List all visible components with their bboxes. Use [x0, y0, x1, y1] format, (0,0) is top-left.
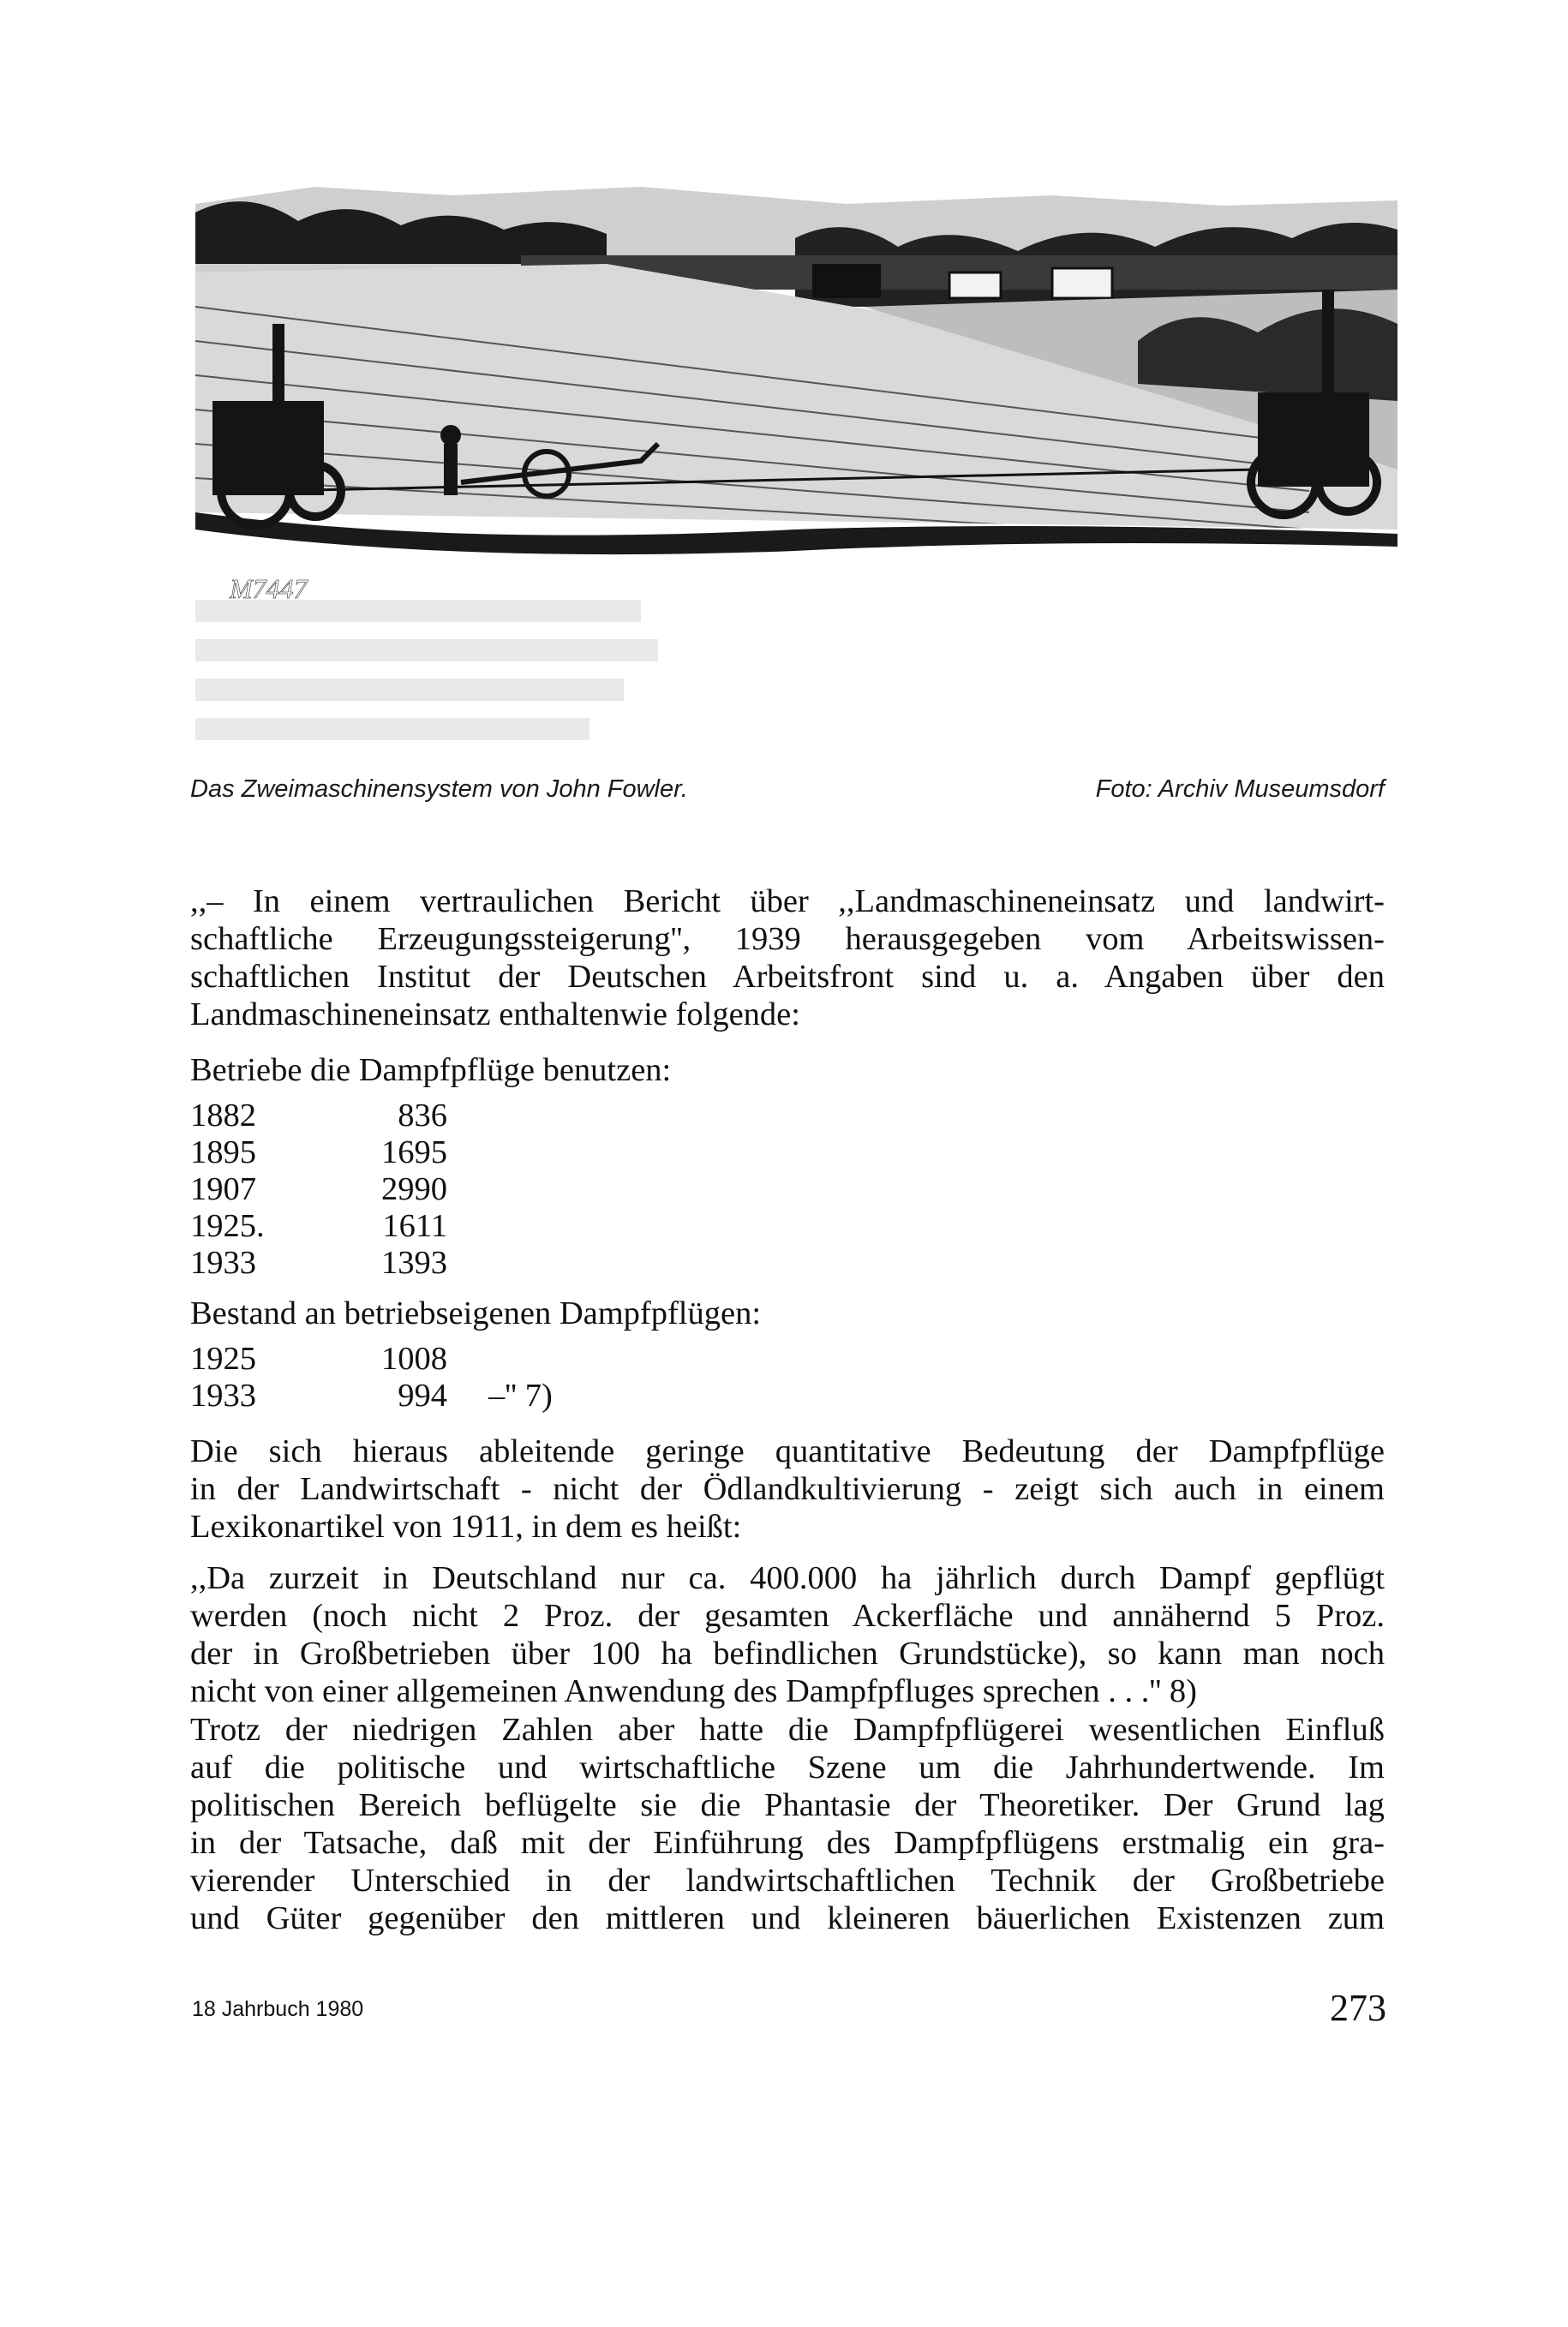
- text-line: auf die politische und wirtschaftliche Szene um die Jahrhundertwende. Im: [190, 1750, 1385, 1786]
- text-line: der in Großbetrieben über 100 ha befindlichen Grundstücke), so kann man noch: [190, 1636, 1385, 1672]
- year-cell: 1925: [190, 1341, 256, 1377]
- text-line: vierender Unterschied in der landwirtschaftlichen Technik der Großbetriebe: [190, 1863, 1385, 1899]
- intro-paragraph: [190, 882, 1385, 1033]
- value-cell: 994: [398, 1378, 447, 1414]
- engraving-illustration: [195, 187, 1397, 624]
- text-line: Landmaschineneinsatz enthaltenwie folgende:: [190, 996, 800, 1032]
- table-row: [190, 1245, 671, 1282]
- text-line: in der Landwirtschaft - nicht der Ödlandkultivierung - zeigt sich auch in einem: [190, 1471, 1385, 1507]
- table-row: [190, 1134, 671, 1171]
- steam-plough-stock-table: [190, 1295, 761, 1415]
- page-number: 273: [1330, 1987, 1386, 2029]
- plate-marking: M7447: [230, 573, 308, 604]
- table-row: [190, 1341, 761, 1378]
- value-cell: 1393: [381, 1245, 447, 1281]
- text-line: politischen Bereich beflügelte sie die Phantasie der Theoretiker. Der Grund lag: [190, 1787, 1385, 1823]
- table-row: [190, 1098, 671, 1134]
- table-row: [190, 1378, 761, 1415]
- text-line: ,,Da zurzeit in Deutschland nur ca. 400.000 ha jährlich durch Dampf gepflügt: [190, 1560, 1385, 1596]
- year-cell: 1895: [190, 1134, 256, 1170]
- text-line: ,,– In einem vertraulichen Bericht über ,,Landmaschineneinsatz und landwirt-: [190, 883, 1385, 919]
- paragraph-3: [190, 1711, 1385, 1937]
- table-heading: Bestand an betriebseigenen Dampfpflügen:: [190, 1295, 762, 1331]
- figure-caption: Das Zweimaschinensystem von John Fowler.: [190, 775, 688, 803]
- text-line: schaftlichen Institut der Deutschen Arbeitsfront sind u. a. Angaben über den: [190, 959, 1385, 995]
- year-cell: 1933: [190, 1245, 256, 1281]
- paragraph-2: [190, 1433, 1385, 1546]
- text-line: Lexikonartikel von 1911, in dem es heißt:: [190, 1509, 742, 1545]
- text-line: nicht von einer allgemeinen Anwendung des Dampfpfluges sprechen . . .'' 8): [190, 1673, 1197, 1709]
- table-row: [190, 1208, 671, 1245]
- year-cell: 1933: [190, 1378, 256, 1414]
- footnote-ref: –'' 7): [488, 1378, 553, 1414]
- value-cell: 1695: [381, 1134, 447, 1170]
- table-heading: Betriebe die Dampfpflüge benutzen:: [190, 1052, 672, 1088]
- text-line: in der Tatsache, daß mit der Einführung des Dampfpflügens erstmalig ein gra-: [190, 1825, 1385, 1861]
- year-cell: 1925.: [190, 1208, 265, 1244]
- year-cell: 1907: [190, 1171, 256, 1207]
- text-line: Die sich hieraus ableitende geringe quantitative Bedeutung der Dampfpflüge: [190, 1433, 1385, 1469]
- table-row: [190, 1171, 671, 1208]
- quote-paragraph: [190, 1559, 1385, 1710]
- value-cell: 1008: [381, 1341, 447, 1377]
- text-line: schaftliche Erzeugungssteigerung'', 1939 herausgegeben vom Arbeitswissen-: [190, 921, 1385, 957]
- year-cell: 1882: [190, 1098, 256, 1134]
- value-cell: 836: [398, 1098, 447, 1134]
- text-line: und Güter gegenüber den mittleren und kleineren bäuerlichen Existenzen zum: [190, 1900, 1385, 1936]
- text-line: Trotz der niedrigen Zahlen aber hatte die Dampfpflügerei wesentlichen Einfluß: [190, 1712, 1385, 1748]
- value-cell: 1611: [382, 1208, 447, 1244]
- running-footer: 18 Jahrbuch 1980: [192, 1997, 364, 2021]
- bleed-through-shadow: [195, 591, 675, 745]
- text-line: werden (noch nicht 2 Proz. der gesamten Ackerfläche und annähernd 5 Proz.: [190, 1598, 1385, 1634]
- steam-plough-users-table: [190, 1052, 671, 1282]
- figure-credit: Foto: Archiv Museumsdorf: [1095, 775, 1385, 803]
- value-cell: 2990: [381, 1171, 447, 1207]
